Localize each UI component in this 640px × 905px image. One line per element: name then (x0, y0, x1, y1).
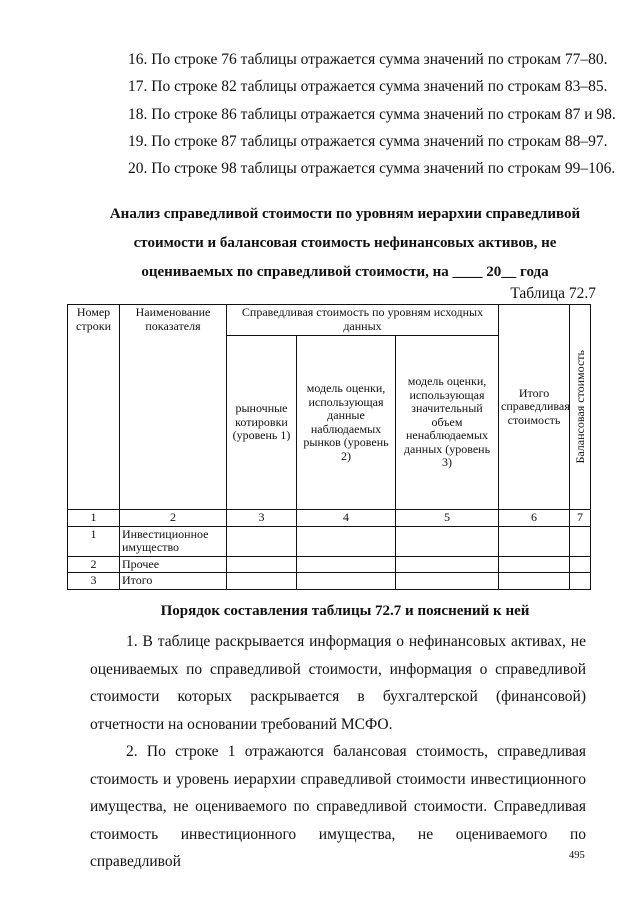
table-heading-line: стоимости и балансовая стоимость нефинансовых активов, не (133, 235, 557, 251)
empty-cell (499, 526, 570, 556)
header-book-value: Балансовая стоимость (573, 350, 588, 464)
row-name: Итого (120, 573, 227, 590)
header-book-value-cell (570, 305, 591, 510)
list-item: 20. По строке 98 таблицы отражается сумма значений по строкам 99–106. (128, 160, 616, 178)
header-indicator-name: Наименование показателя (120, 305, 227, 510)
column-number: 4 (297, 510, 396, 527)
empty-cell (297, 573, 396, 590)
column-number: 3 (227, 510, 297, 527)
list-item: 18. По строке 86 таблицы отражается сумма значений по строкам 87 и 98. (128, 105, 616, 123)
list-item: 19. По строке 87 таблицы отражается сумма значений по строкам 88–97. (128, 132, 608, 150)
header-level-2: модель оценки, использующая данные наблюдаемых рынков (уровень 2) (297, 336, 396, 510)
row-number: 2 (68, 556, 120, 573)
fair-value-table (67, 304, 591, 590)
table-row (68, 526, 591, 556)
column-number: 7 (570, 510, 591, 527)
column-number: 5 (396, 510, 499, 527)
header-total-fair-value: Итого справедливая стоимость (499, 305, 570, 510)
empty-cell (396, 573, 499, 590)
list-item: 16. По строке 76 таблицы отражается сумма значений по строкам 77–80. (128, 51, 608, 68)
empty-cell (396, 526, 499, 556)
empty-cell (297, 526, 396, 556)
row-name: Прочее (120, 556, 227, 573)
numbered-list (128, 46, 616, 182)
paragraph: 2. По строке 1 отражаются балансовая стоимость, справедливая стоимость и уровень иерархии справедливой стоимости инвестиционного имущества, не оцениваемого по справедливой стоимости. Справедливая стоимость инвестиционного имущества, не оцениваемого по справедливой (90, 743, 586, 871)
empty-cell (227, 556, 297, 573)
empty-cell (227, 573, 297, 590)
empty-cell (297, 556, 396, 573)
column-number: 6 (499, 510, 570, 527)
table-row (68, 556, 591, 573)
column-number: 2 (120, 510, 227, 527)
table-heading-line: Анализ справедливой стоимости по уровням иерархии справедливой (109, 206, 581, 222)
table-row (68, 573, 591, 590)
table-number: Таблица 72.7 (510, 285, 596, 302)
header-fair-value-group: Справедливая стоимость по уровням исходных данных (227, 305, 499, 336)
row-number: 1 (68, 526, 120, 556)
header-row-number: Номер строки (68, 305, 120, 510)
list-item: 17. По строке 82 таблицы отражается сумма значений по строкам 83–85. (128, 78, 608, 96)
empty-cell (570, 573, 591, 590)
empty-cell (570, 556, 591, 573)
header-level-1: рыночные котировки (уровень 1) (227, 336, 297, 510)
row-number: 3 (68, 573, 120, 590)
header-level-3: модель оценки, использующая значительный объем ненаблюдаемых данных (уровень 3) (396, 336, 499, 510)
table-heading (70, 200, 620, 287)
empty-cell (499, 573, 570, 590)
empty-cell (570, 526, 591, 556)
paragraph: 1. В таблице раскрывается информация о нефинансовых активах, не оцениваемых по справедливой стоимости, информация о справедливой стоимости которых раскрывается в бухгалтерской (финансовой) отчетности на основании требований МСФО. (90, 633, 586, 733)
empty-cell (227, 526, 297, 556)
empty-cell (396, 556, 499, 573)
column-number: 1 (68, 510, 120, 527)
row-name: Инвестиционное имущество (120, 526, 227, 556)
table-heading-line: оцениваемых по справедливой стоимости, на ____ 20__ года (141, 264, 549, 280)
column-numbers-row (68, 510, 591, 527)
empty-cell (499, 556, 570, 573)
section-heading: Порядок составления таблицы 72.7 и пояснений к ней (160, 603, 530, 619)
page-number: 495 (569, 850, 585, 861)
